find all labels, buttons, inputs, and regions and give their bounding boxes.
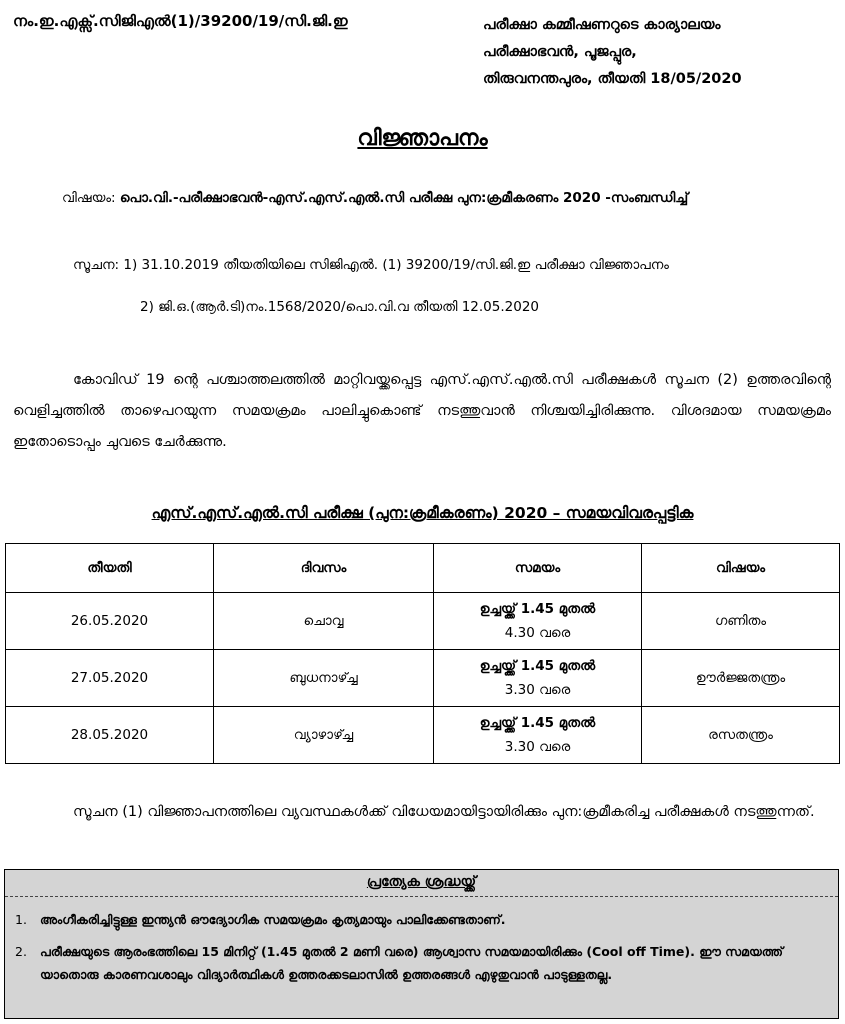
time-line-2: 4.30 വരെ — [504, 625, 571, 641]
note-paragraph: സൂചന (1) വിജ്ഞാപനത്തിലെ വ്യവസ്ഥകൾക്ക് വിധേയമായിട്ടായിരിക്കും പുന:ക്രമീകരിച്ച പരീക്ഷകൾ നടത്തുന്നത്. — [73, 804, 815, 820]
item-number: 1. — [15, 912, 27, 927]
cell-day: വ്യാഴാഴ്ച്ച — [214, 707, 434, 764]
cell-day: ചൊവ്വ — [214, 593, 434, 650]
item-text: പരീക്ഷയുടെ ആരംഭത്തിലെ 15 മിനിറ്റ് (1.45 മുതൽ 2 മണി വരെ) ആശ്വാസ സമയമായിരിക്കും (Cool off Time). ഈ സമയത്ത് യാതൊരു കാരണവശാലും വിദ്യാർത്ഥികൾ ഉത്തരക്കടലാസിൽ ഉത്തരങ്ങൾ എഴുതുവാൻ പാടുള്ളതല്ല. — [40, 944, 783, 982]
header-day: ദിവസം — [214, 544, 434, 593]
subject-block — [62, 185, 832, 211]
reference-2: 2) ജി.ഒ.(ആർ.ടി)നം.1568/2020/പൊ.വി.വ തീയതി 12.05.2020 — [140, 299, 540, 315]
header-subject: വിഷയം — [642, 544, 840, 593]
cell-subject: ഗണിതം — [642, 593, 840, 650]
subject-text: പൊ.വി.-പരീക്ഷാഭവൻ-എസ്.എസ്.എൽ.സി പരീക്ഷ പുന:ക്രമീകരണം 2020 -സംബന്ധിച്ച് — [119, 190, 689, 206]
table-header-row — [6, 544, 840, 593]
cell-date: 28.05.2020 — [6, 707, 214, 764]
table-row — [6, 707, 840, 764]
table-row — [6, 650, 840, 707]
schedule-title: എസ്.എസ്.എൽ.സി പരീക്ഷ (പുന:ക്രമീകരണം) 2020 – സമയവിവരപ്പട്ടിക — [151, 504, 694, 522]
cell-subject: ഊർജ്ജതന്ത്രം — [642, 650, 840, 707]
special-item — [15, 940, 830, 986]
cell-time — [434, 707, 642, 764]
special-attention-title: പ്രത്യേക ശ്രദ്ധയ്ക്ക് — [366, 874, 477, 890]
office-address — [483, 12, 742, 93]
header-time: സമയം — [434, 544, 642, 593]
time-line-1: ഉച്ചയ്ക്ക് 1.45 മുതൽ — [479, 715, 596, 731]
cell-subject: രസതന്ത്രം — [642, 707, 840, 764]
body-paragraph: കോവിഡ് 19 ന്റെ പശ്ചാത്തലത്തിൽ മാറ്റിവയ്ക്കപ്പെട്ട എസ്.എസ്.എൽ.സി പരീക്ഷകൾ സൂചന (2) ഉത്തരവിന്റെ വെളിച്ചത്തിൽ താഴെപറയുന്ന സമയക്രമം പാലിച്ചുകൊണ്ട് നടത്തുവാൻ നിശ്ചയിച്ചിരിക്കുന്നു. വിശദമായ സമയക്രമം ഇതോടൊപ്പം ചുവടെ ചേർക്കുന്നു. — [13, 372, 831, 450]
cell-time — [434, 650, 642, 707]
time-line-2: 3.30 വരെ — [504, 739, 571, 755]
item-text: അംഗീകരിച്ചിട്ടുള്ള ഇന്ത്യൻ ഔദ്യോഗിക സമയക്രമം കൃത്യമായും പാലിക്കേണ്ടതാണ്. — [40, 912, 506, 927]
time-line-2: 3.30 വരെ — [504, 682, 571, 698]
cell-time — [434, 593, 642, 650]
office-line-1: പരീക്ഷാ കമ്മീഷണറുടെ കാര്യാലയം — [483, 17, 721, 33]
special-item — [15, 908, 830, 931]
subject-label: വിഷയം: — [62, 190, 116, 206]
cell-date: 26.05.2020 — [6, 593, 214, 650]
time-line-1: ഉച്ചയ്ക്ക് 1.45 മുതൽ — [479, 601, 596, 617]
header-date: തീയതി — [6, 544, 214, 593]
office-line-3: തിരുവനന്തപുരം, തീയതി 18/05/2020 — [483, 71, 742, 87]
cell-day: ബുധനാഴ്ച്ച — [214, 650, 434, 707]
reference-number: നം.ഇ.എക്സ്.സിജിഎൽ(1)/39200/19/സി.ജി.ഇ — [13, 12, 348, 30]
reference-1: സൂചന: 1) 31.10.2019 തീയതിയിലെ സിജിഎൽ. (1) 39200/19/സി.ജി.ഇ പരീക്ഷാ വിജ്ഞാപനം — [73, 257, 669, 273]
schedule-table — [5, 543, 840, 764]
special-attention-box — [4, 869, 839, 1019]
cell-date: 27.05.2020 — [6, 650, 214, 707]
divider — [5, 896, 838, 897]
office-line-2: പരീക്ഷാഭവൻ, പൂജപ്പുര, — [483, 44, 637, 60]
table-row — [6, 593, 840, 650]
time-line-1: ഉച്ചയ്ക്ക് 1.45 മുതൽ — [479, 658, 596, 674]
notification-title: വിജ്ഞാപനം — [357, 126, 488, 151]
item-number: 2. — [15, 944, 27, 959]
